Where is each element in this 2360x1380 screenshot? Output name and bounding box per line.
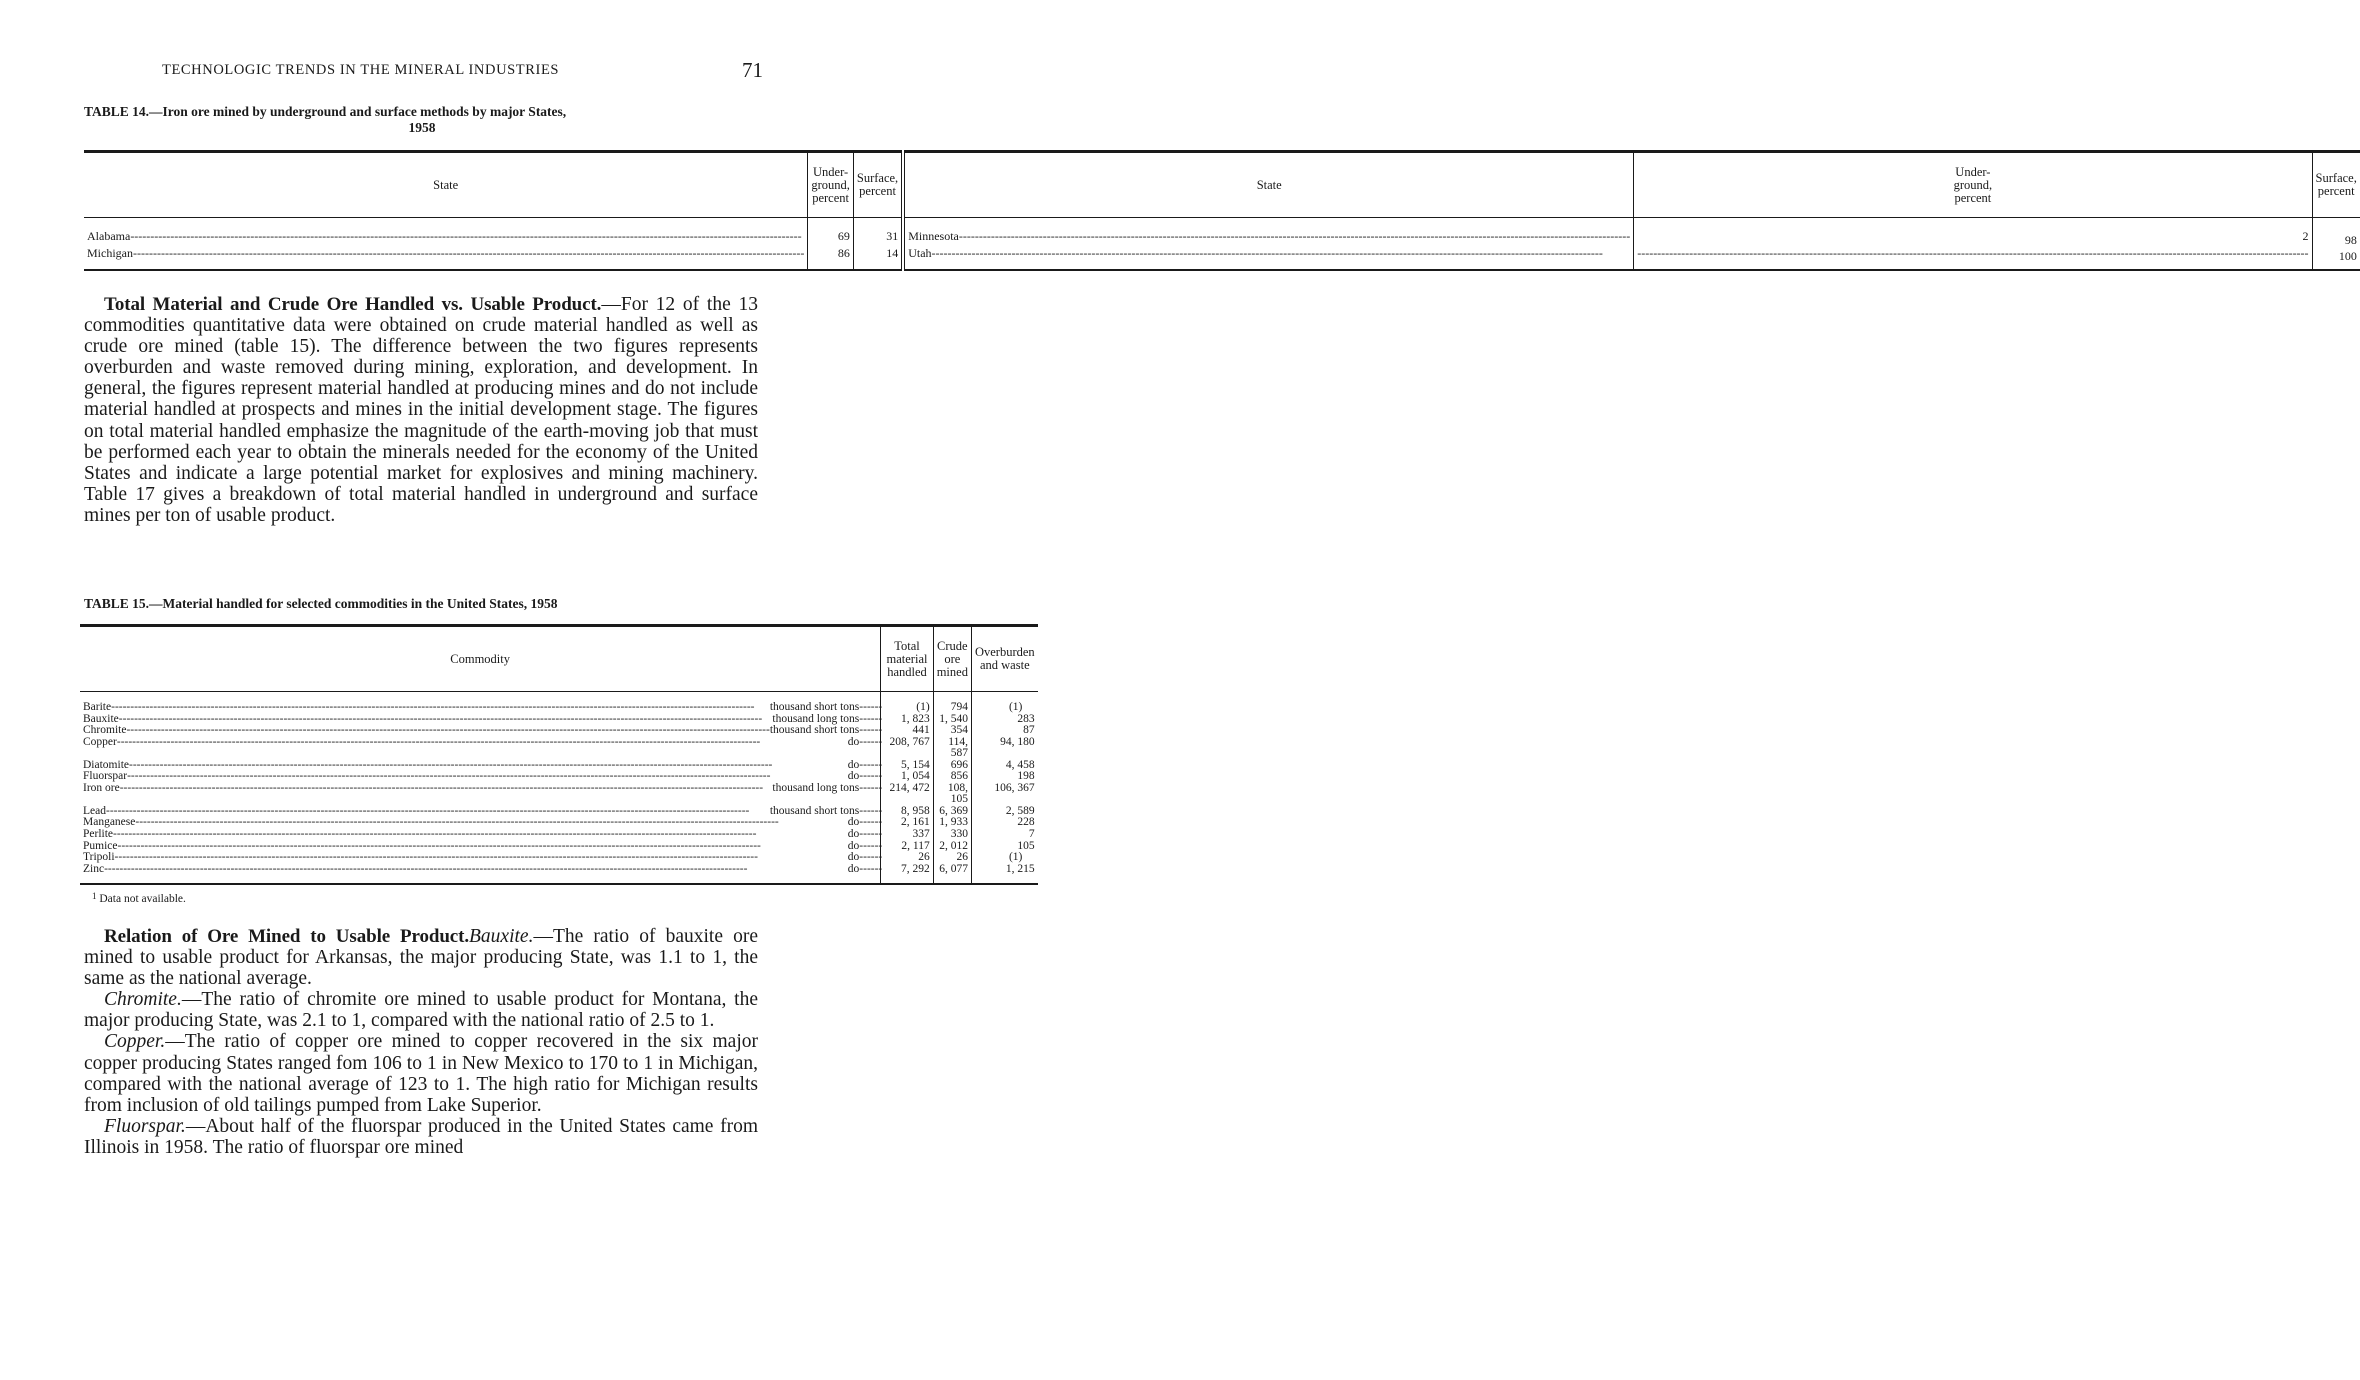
commodity-name: Pumice bbox=[83, 839, 118, 852]
table15-footnote bbox=[92, 891, 186, 905]
table14-header-surface-right bbox=[2312, 152, 2360, 218]
table15-header-overburden bbox=[971, 626, 1037, 692]
paragraph-copper: —The ratio of copper ore mined to copper recovered in the six major copper producing States ranged fom 106 to 1 in New Mexico to 170 to 1 in Michigan, compared with the national average of 123 to 1. The high ratio for Michigan results from inclusion of old tailings pumped from Lake Superior. bbox=[84, 1031, 758, 1116]
commodity-unit: do bbox=[847, 816, 860, 829]
table14-cell-underground: 86 bbox=[808, 247, 854, 270]
table14-cell-surface: 14 bbox=[853, 247, 903, 270]
table15-header-total bbox=[881, 626, 933, 692]
commodity-unit: thousand short tons bbox=[769, 724, 860, 737]
header-text: handled bbox=[887, 664, 927, 679]
table15-cell-crude: 696 bbox=[933, 760, 971, 772]
paragraph-heading: Relation of Ore Mined to Usable Product. bbox=[104, 926, 470, 947]
running-head bbox=[80, 58, 763, 86]
table-row bbox=[80, 737, 1038, 760]
table15-cell-commodity bbox=[80, 829, 881, 841]
header-text: and waste bbox=[979, 658, 1030, 672]
header-text: Overburden bbox=[974, 645, 1035, 659]
table15-cell-crude: 1, 540 bbox=[933, 714, 971, 726]
table14-cell-underground-leader bbox=[1634, 247, 2312, 270]
table15-cell-crude: 1, 933 bbox=[933, 817, 971, 829]
commodity-name: Lead bbox=[83, 804, 106, 817]
table-row bbox=[80, 783, 1038, 806]
paragraph-heading: Total Material and Crude Ore Handled vs. Usable Product. bbox=[104, 294, 602, 315]
subhead-fluorspar: Fluorspar. bbox=[104, 1115, 186, 1137]
commodity-name: Diatomite bbox=[83, 758, 129, 771]
table14-cell-underground: 2 bbox=[1634, 218, 2312, 248]
table15-cell-commodity bbox=[80, 864, 881, 885]
table15-cell-commodity bbox=[80, 783, 881, 806]
table15-cell-overburden: (1) bbox=[971, 852, 1037, 864]
header-text: ground, bbox=[1953, 177, 1993, 192]
commodity-unit: do bbox=[847, 770, 860, 783]
commodity-name: Copper bbox=[83, 735, 117, 748]
footnote-text: Data not available. bbox=[99, 893, 186, 905]
table14 bbox=[84, 150, 2360, 271]
table-row bbox=[80, 864, 1038, 885]
commodity-name: Chromite bbox=[83, 724, 127, 737]
table15-header-row bbox=[80, 626, 1038, 692]
commodity-unit: thousand long tons bbox=[772, 712, 860, 725]
table-row bbox=[84, 247, 2360, 270]
commodity-name: Bauxite bbox=[83, 712, 119, 725]
table14-cell-underground: 69 bbox=[808, 218, 854, 248]
commodity-unit: do bbox=[847, 758, 860, 771]
table15-cell-total: 26 bbox=[881, 852, 933, 864]
table15-cell-crude: 794 bbox=[933, 692, 971, 714]
table15-cell-commodity bbox=[80, 852, 881, 864]
table15-cell-commodity bbox=[80, 725, 881, 737]
table15-cell-overburden: 4, 458 bbox=[971, 760, 1037, 772]
table15-cell-overburden: 87 bbox=[971, 725, 1037, 737]
paragraph-ore-mined bbox=[84, 926, 758, 1158]
commodity-name: Fluorspar bbox=[83, 770, 128, 783]
table14-cell-state bbox=[84, 247, 808, 270]
table14-cell-surface: 31 bbox=[853, 218, 903, 248]
table15 bbox=[80, 624, 1038, 885]
table15-cell-overburden: 198 bbox=[971, 771, 1037, 783]
table15-cell-crude: 108, 105 bbox=[933, 783, 971, 806]
header-text: Surface, bbox=[2315, 171, 2357, 185]
table15-cell-overburden: 7 bbox=[971, 829, 1037, 841]
commodity-unit: do bbox=[847, 828, 860, 841]
paragraph-fluorspar: —About half of the fluorspar produced in the United States came from Illinois in 1958. The ratio of fluorspar ore mined bbox=[84, 1115, 758, 1158]
subhead-bauxite: Bauxite. bbox=[469, 926, 534, 947]
table15-cell-total: 1, 823 bbox=[881, 714, 933, 726]
table15-cell-total: 208, 767 bbox=[881, 737, 933, 760]
table15-caption: TABLE 15.—Material handled for selected commodities in the United States, 1958 bbox=[84, 596, 558, 611]
commodity-name: Barite bbox=[83, 701, 112, 713]
table15-cell-overburden: 105 bbox=[971, 841, 1037, 853]
header-text: mined bbox=[936, 664, 968, 679]
table15-cell-crude: 354 bbox=[933, 725, 971, 737]
table15-cell-overburden: (1) bbox=[971, 692, 1037, 714]
table15-cell-crude: 114, 587 bbox=[933, 737, 971, 760]
table15-cell-crude: 330 bbox=[933, 829, 971, 841]
table15-cell-commodity bbox=[80, 737, 881, 760]
commodity-unit: do bbox=[847, 862, 860, 875]
table14-header-state: State bbox=[84, 152, 808, 218]
table15-cell-total: 8, 958 bbox=[881, 806, 933, 818]
table15-cell-overburden: 2, 589 bbox=[971, 806, 1037, 818]
table15-cell-total: 2, 161 bbox=[881, 817, 933, 829]
commodity-name: Zinc bbox=[83, 862, 105, 875]
state-name: Michigan bbox=[87, 246, 133, 260]
table15-cell-overburden: 106, 367 bbox=[971, 783, 1037, 806]
commodity-unit: thousand short tons bbox=[769, 804, 860, 817]
table15-cell-total: 337 bbox=[881, 829, 933, 841]
table14-header-underground-right bbox=[1634, 152, 2312, 218]
table15-cell-total: 7, 292 bbox=[881, 864, 933, 885]
table15-cell-overburden: 228 bbox=[971, 817, 1037, 829]
table14-header-underground bbox=[808, 152, 854, 218]
commodity-unit: do bbox=[847, 839, 860, 852]
commodity-unit: do bbox=[847, 735, 860, 748]
page-number: 71 bbox=[742, 58, 763, 82]
table14-cell-surface: 98 bbox=[2312, 218, 2360, 248]
commodity-name: Tripoli bbox=[83, 851, 115, 864]
commodity-name: Perlite bbox=[83, 828, 114, 841]
table-row bbox=[80, 725, 1038, 737]
table15-cell-total: 5, 154 bbox=[881, 760, 933, 772]
table-row bbox=[80, 829, 1038, 841]
header-text: Crude ore bbox=[937, 638, 968, 666]
header-text: percent bbox=[2317, 184, 2355, 198]
subhead-copper: Copper. bbox=[104, 1031, 166, 1053]
table15-cell-overburden: 94, 180 bbox=[971, 737, 1037, 760]
table14-cell-state bbox=[903, 218, 1634, 248]
table-row bbox=[80, 692, 1038, 714]
table14-caption-line1: TABLE 14.—Iron ore mined by underground and surface methods by major States, bbox=[84, 104, 567, 119]
commodity-unit: do bbox=[847, 851, 860, 864]
table15-cell-crude: 6, 077 bbox=[933, 864, 971, 885]
header-text: Under- bbox=[1955, 164, 1991, 179]
table15-cell-crude: 6, 369 bbox=[933, 806, 971, 818]
header-text: percent bbox=[1954, 190, 1992, 205]
table-row bbox=[84, 218, 2360, 248]
table15-cell-total: 1, 054 bbox=[881, 771, 933, 783]
table15-cell-crude: 856 bbox=[933, 771, 971, 783]
commodity-unit: thousand long tons bbox=[772, 781, 860, 794]
table15-header-crude bbox=[933, 626, 971, 692]
state-name: Minnesota bbox=[908, 229, 959, 243]
table-row bbox=[80, 852, 1038, 864]
table14-cell-state bbox=[903, 247, 1634, 270]
commodity-name: Manganese bbox=[83, 816, 136, 829]
table14-cell-state bbox=[84, 218, 808, 248]
table14-header-row bbox=[84, 152, 2360, 218]
table15-cell-total: 441 bbox=[881, 725, 933, 737]
header-text: Total bbox=[894, 638, 920, 653]
paragraph-bauxite: —The ratio of bauxite ore mined to usable product for Arkansas, the major producing State, was 1.1 to 1, the same as the national average. bbox=[84, 926, 758, 990]
state-name: Utah bbox=[908, 246, 932, 260]
table15-cell-overburden: 283 bbox=[971, 714, 1037, 726]
table14-cell-surface: 100 bbox=[2312, 247, 2360, 270]
table15-header-commodity: Commodity bbox=[80, 626, 881, 692]
header-text: material bbox=[886, 651, 928, 666]
table14-header-surface bbox=[853, 152, 903, 218]
state-name: Alabama bbox=[87, 229, 131, 243]
paragraph-chromite: —The ratio of chromite ore mined to usable product for Montana, the major producing State, was 2.1 to 1, compared with the national ratio of 2.5 to 1. bbox=[84, 989, 758, 1032]
table15-cell-crude: 2, 012 bbox=[933, 841, 971, 853]
header-text: percent bbox=[812, 190, 849, 205]
subhead-chromite: Chromite. bbox=[104, 989, 182, 1011]
table15-cell-total: (1) bbox=[881, 692, 933, 714]
commodity-unit: thousand short tons bbox=[769, 701, 860, 713]
table15-cell-total: 2, 117 bbox=[881, 841, 933, 853]
table14-caption bbox=[84, 104, 760, 136]
footnote-mark: 1 bbox=[92, 891, 97, 901]
header-text: Under- bbox=[813, 164, 849, 179]
table15-cell-crude: 26 bbox=[933, 852, 971, 864]
paragraph-total-material bbox=[84, 294, 758, 526]
header-text: percent bbox=[859, 184, 896, 198]
table15-cell-overburden: 1, 215 bbox=[971, 864, 1037, 885]
table15-cell-commodity bbox=[80, 692, 881, 714]
header-text: ground, bbox=[811, 177, 850, 192]
table15-cell-total: 214, 472 bbox=[881, 783, 933, 806]
header-text: Surface, bbox=[856, 171, 899, 185]
paragraph-body: —For 12 of the 13 commodities quantitative data were obtained on crude material handled as well as crude ore mined (table 15). The difference between the two figures represents overburden and waste removed during mining, exploration, and development. In general, the figures represent material handled at producing mines and do not include material handled at prospects and mines in the initial development stage. The figures on total material handled emphasize the magnitude of the earth-moving job that must be performed each year to obtain the minerals needed for the economy of the United States and indicate a large potential market for explosives and mining machinery. Table 17 gives a breakdown of total material handled in underground and surface mines per ton of usable product. bbox=[84, 294, 758, 526]
table14-header-state-right: State bbox=[903, 152, 1634, 218]
running-title: TECHNOLOGIC TRENDS IN THE MINERAL INDUSTRIES bbox=[162, 62, 560, 78]
commodity-name: Iron ore bbox=[83, 781, 120, 794]
table14-caption-line2: 1958 bbox=[408, 120, 436, 135]
table15-body bbox=[80, 692, 1038, 885]
